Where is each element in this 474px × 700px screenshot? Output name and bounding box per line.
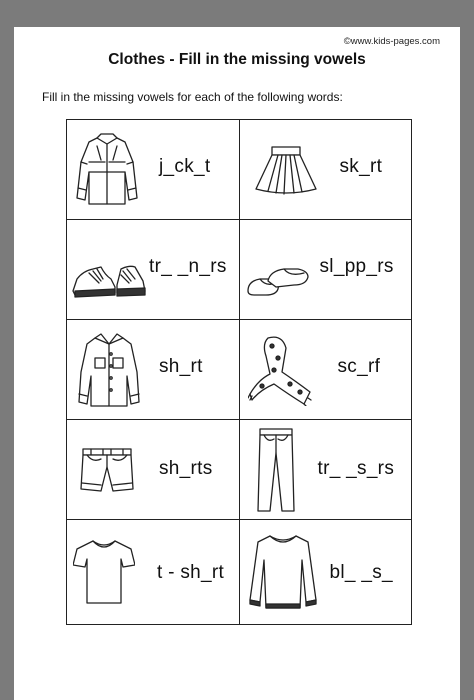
scarf-icon	[248, 334, 314, 406]
vocabulary-grid	[66, 119, 412, 625]
skirt-icon	[254, 143, 318, 197]
grid-row	[67, 420, 411, 520]
shorts-icon	[79, 445, 135, 495]
item-cell-shorts	[67, 420, 240, 519]
grid-row	[67, 320, 411, 420]
worksheet	[14, 27, 460, 700]
grid-row	[67, 520, 411, 625]
word-shirt: sh_rt	[159, 356, 203, 377]
word-jacket: j_ck_t	[159, 156, 211, 177]
instructions-text: Fill in the missing vowels for each of the following words:	[42, 90, 343, 104]
word-scarf: sc_rf	[337, 356, 381, 377]
word-slippers: sl_pp_rs	[319, 256, 394, 277]
grid-row	[67, 220, 411, 320]
item-cell-skirt	[240, 120, 412, 219]
word-trainers: tr_ _n_rs	[149, 256, 227, 277]
shirt-icon	[75, 332, 143, 408]
item-cell-blouse	[240, 520, 412, 624]
copyright-text: ©www.kids-pages.com	[343, 36, 440, 47]
blouse-icon	[248, 532, 318, 612]
slippers-icon	[246, 263, 312, 299]
item-cell-trousers	[240, 420, 412, 519]
word-blouse: bl_ _s_	[329, 562, 393, 583]
worksheet-title: Clothes - Fill in the missing vowels	[108, 51, 366, 68]
jacket-icon	[75, 132, 139, 208]
item-cell-shirt	[67, 320, 240, 419]
t-shirt-icon	[73, 537, 135, 607]
trainers-icon	[71, 261, 147, 301]
word-skirt: sk_rt	[339, 156, 383, 177]
item-cell-slippers	[240, 220, 412, 319]
trousers-icon	[254, 427, 298, 513]
word-t-shirt: t - sh_rt	[157, 562, 225, 583]
item-cell-scarf	[240, 320, 412, 419]
item-cell-t-shirt	[67, 520, 240, 624]
item-cell-trainers	[67, 220, 240, 319]
word-shorts: sh_rts	[159, 458, 213, 479]
grid-row	[67, 120, 411, 220]
item-cell-jacket	[67, 120, 240, 219]
word-trousers: tr_ _s_rs	[317, 458, 395, 479]
